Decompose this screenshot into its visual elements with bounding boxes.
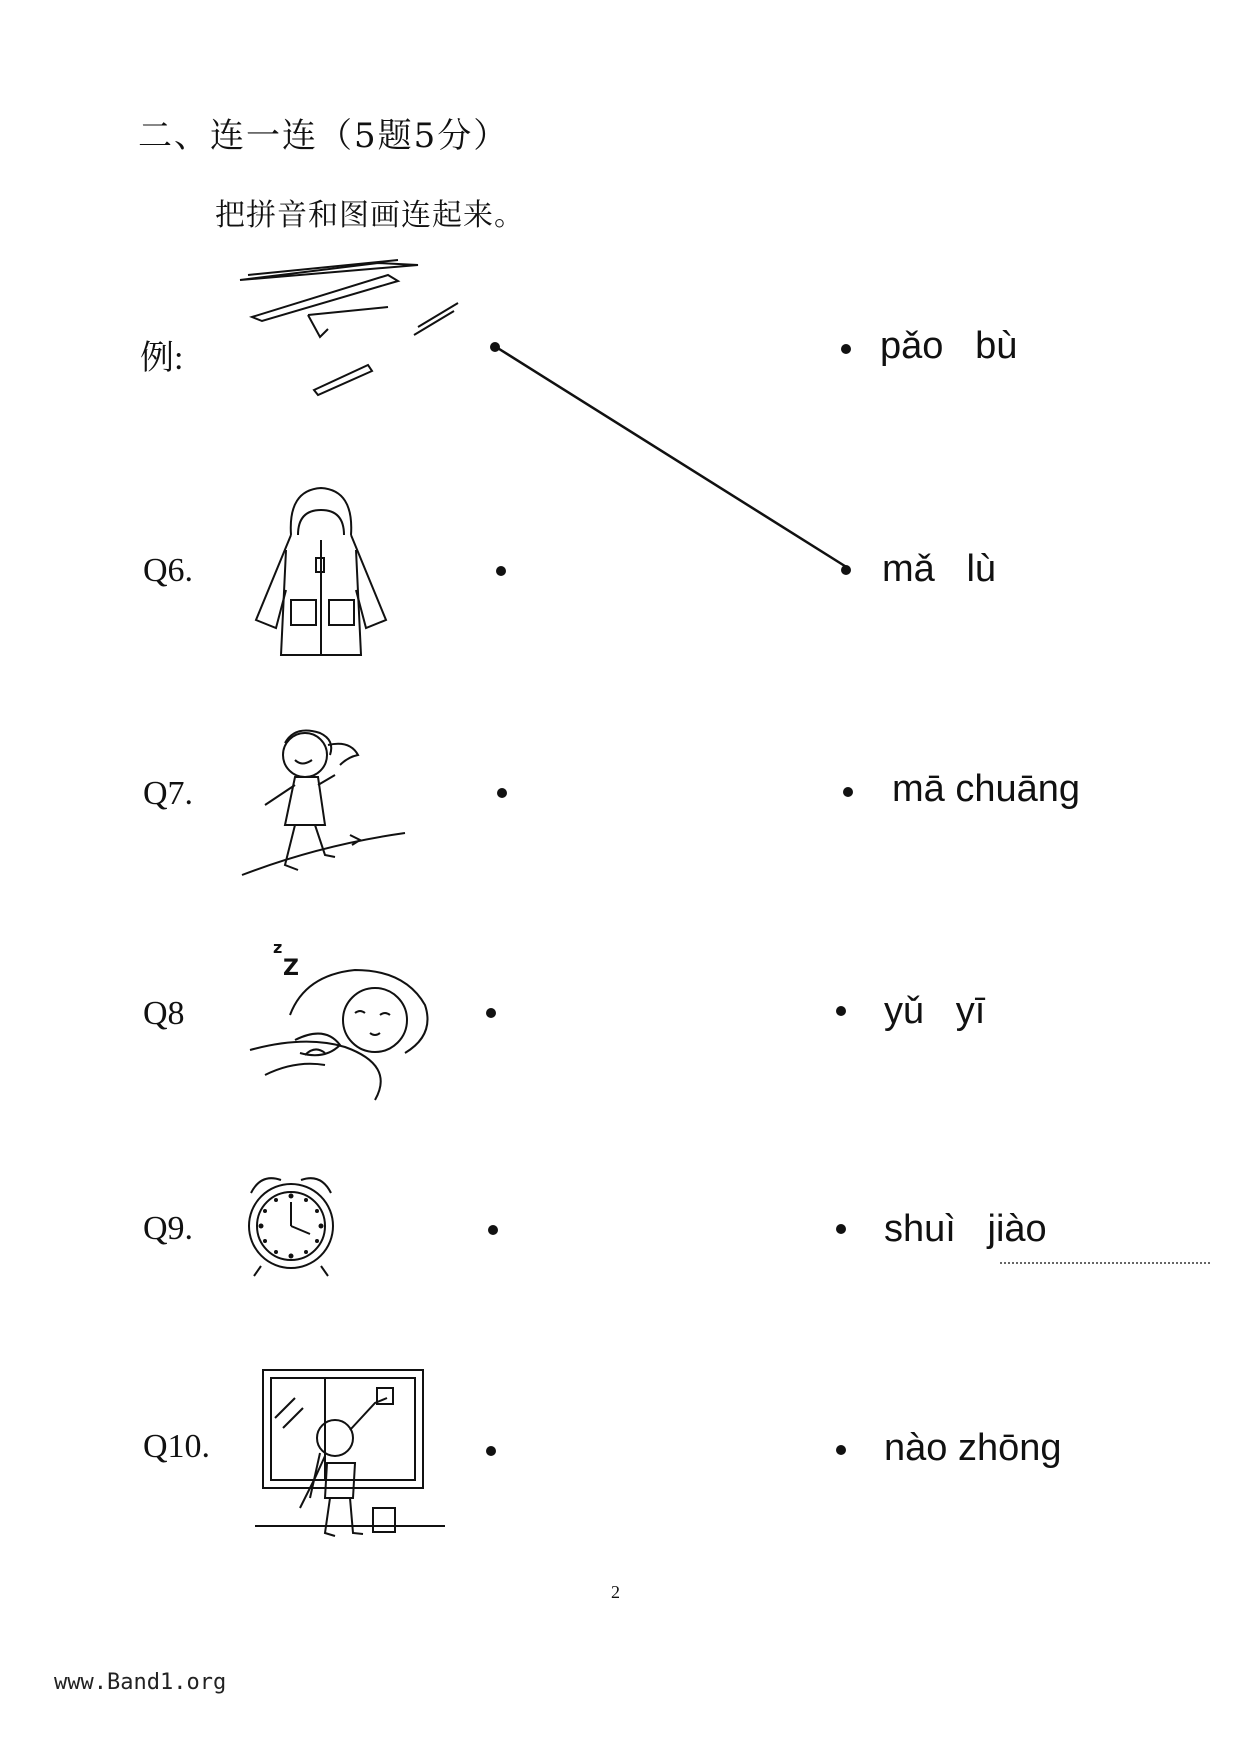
question-label-q8: Q8 xyxy=(143,995,185,1032)
alarm-clock-icon xyxy=(236,1168,346,1278)
q9-picture-dot[interactable] xyxy=(488,1225,498,1235)
window-cleaning-icon xyxy=(255,1368,445,1543)
pinyin-pao-bu: pǎo bù xyxy=(880,325,1018,367)
pinyin-dot-5[interactable] xyxy=(836,1224,846,1234)
footer-url: www.Band1.org xyxy=(54,1670,227,1695)
q8-picture-dot[interactable] xyxy=(486,1008,496,1018)
pinyin-yu-yi: yǔ yī xyxy=(884,990,986,1032)
pinyin-dot-6[interactable] xyxy=(836,1445,846,1455)
svg-text:Z: Z xyxy=(283,956,299,981)
raincoat-icon xyxy=(236,480,406,660)
section-title: 二、连一连（5题5分） xyxy=(138,116,510,156)
q10-picture-dot[interactable] xyxy=(486,1446,496,1456)
pinyin-dot-1[interactable] xyxy=(841,344,851,354)
running-girl-icon xyxy=(240,715,410,890)
example-label: 例: xyxy=(140,340,184,377)
question-label-q9: Q9. xyxy=(143,1210,194,1247)
pinyin-shui-jiao: shuì jiào xyxy=(884,1208,1047,1250)
pinyin-dot-3[interactable] xyxy=(843,787,853,797)
pinyin-nao-zhong: nào zhōng xyxy=(884,1427,1062,1469)
dotted-line xyxy=(1000,1260,1215,1266)
q6-picture-dot[interactable] xyxy=(496,566,506,576)
pinyin-ma-lu: mǎ lù xyxy=(882,548,997,590)
instruction-text: 把拼音和图画连起来。 xyxy=(215,198,525,233)
pinyin-dot-2[interactable] xyxy=(841,565,851,575)
pinyin-ma-chuang: mā chuāng xyxy=(892,768,1081,810)
svg-text:z: z xyxy=(273,938,283,957)
page-number: 2 xyxy=(611,1582,620,1602)
pinyin-dot-4[interactable] xyxy=(836,1006,846,1016)
q7-picture-dot[interactable] xyxy=(497,788,507,798)
question-label-q6: Q6. xyxy=(143,552,194,589)
sleeping-child-icon xyxy=(245,935,445,1105)
question-label-q7: Q7. xyxy=(143,775,194,812)
question-label-q10: Q10. xyxy=(143,1428,211,1465)
